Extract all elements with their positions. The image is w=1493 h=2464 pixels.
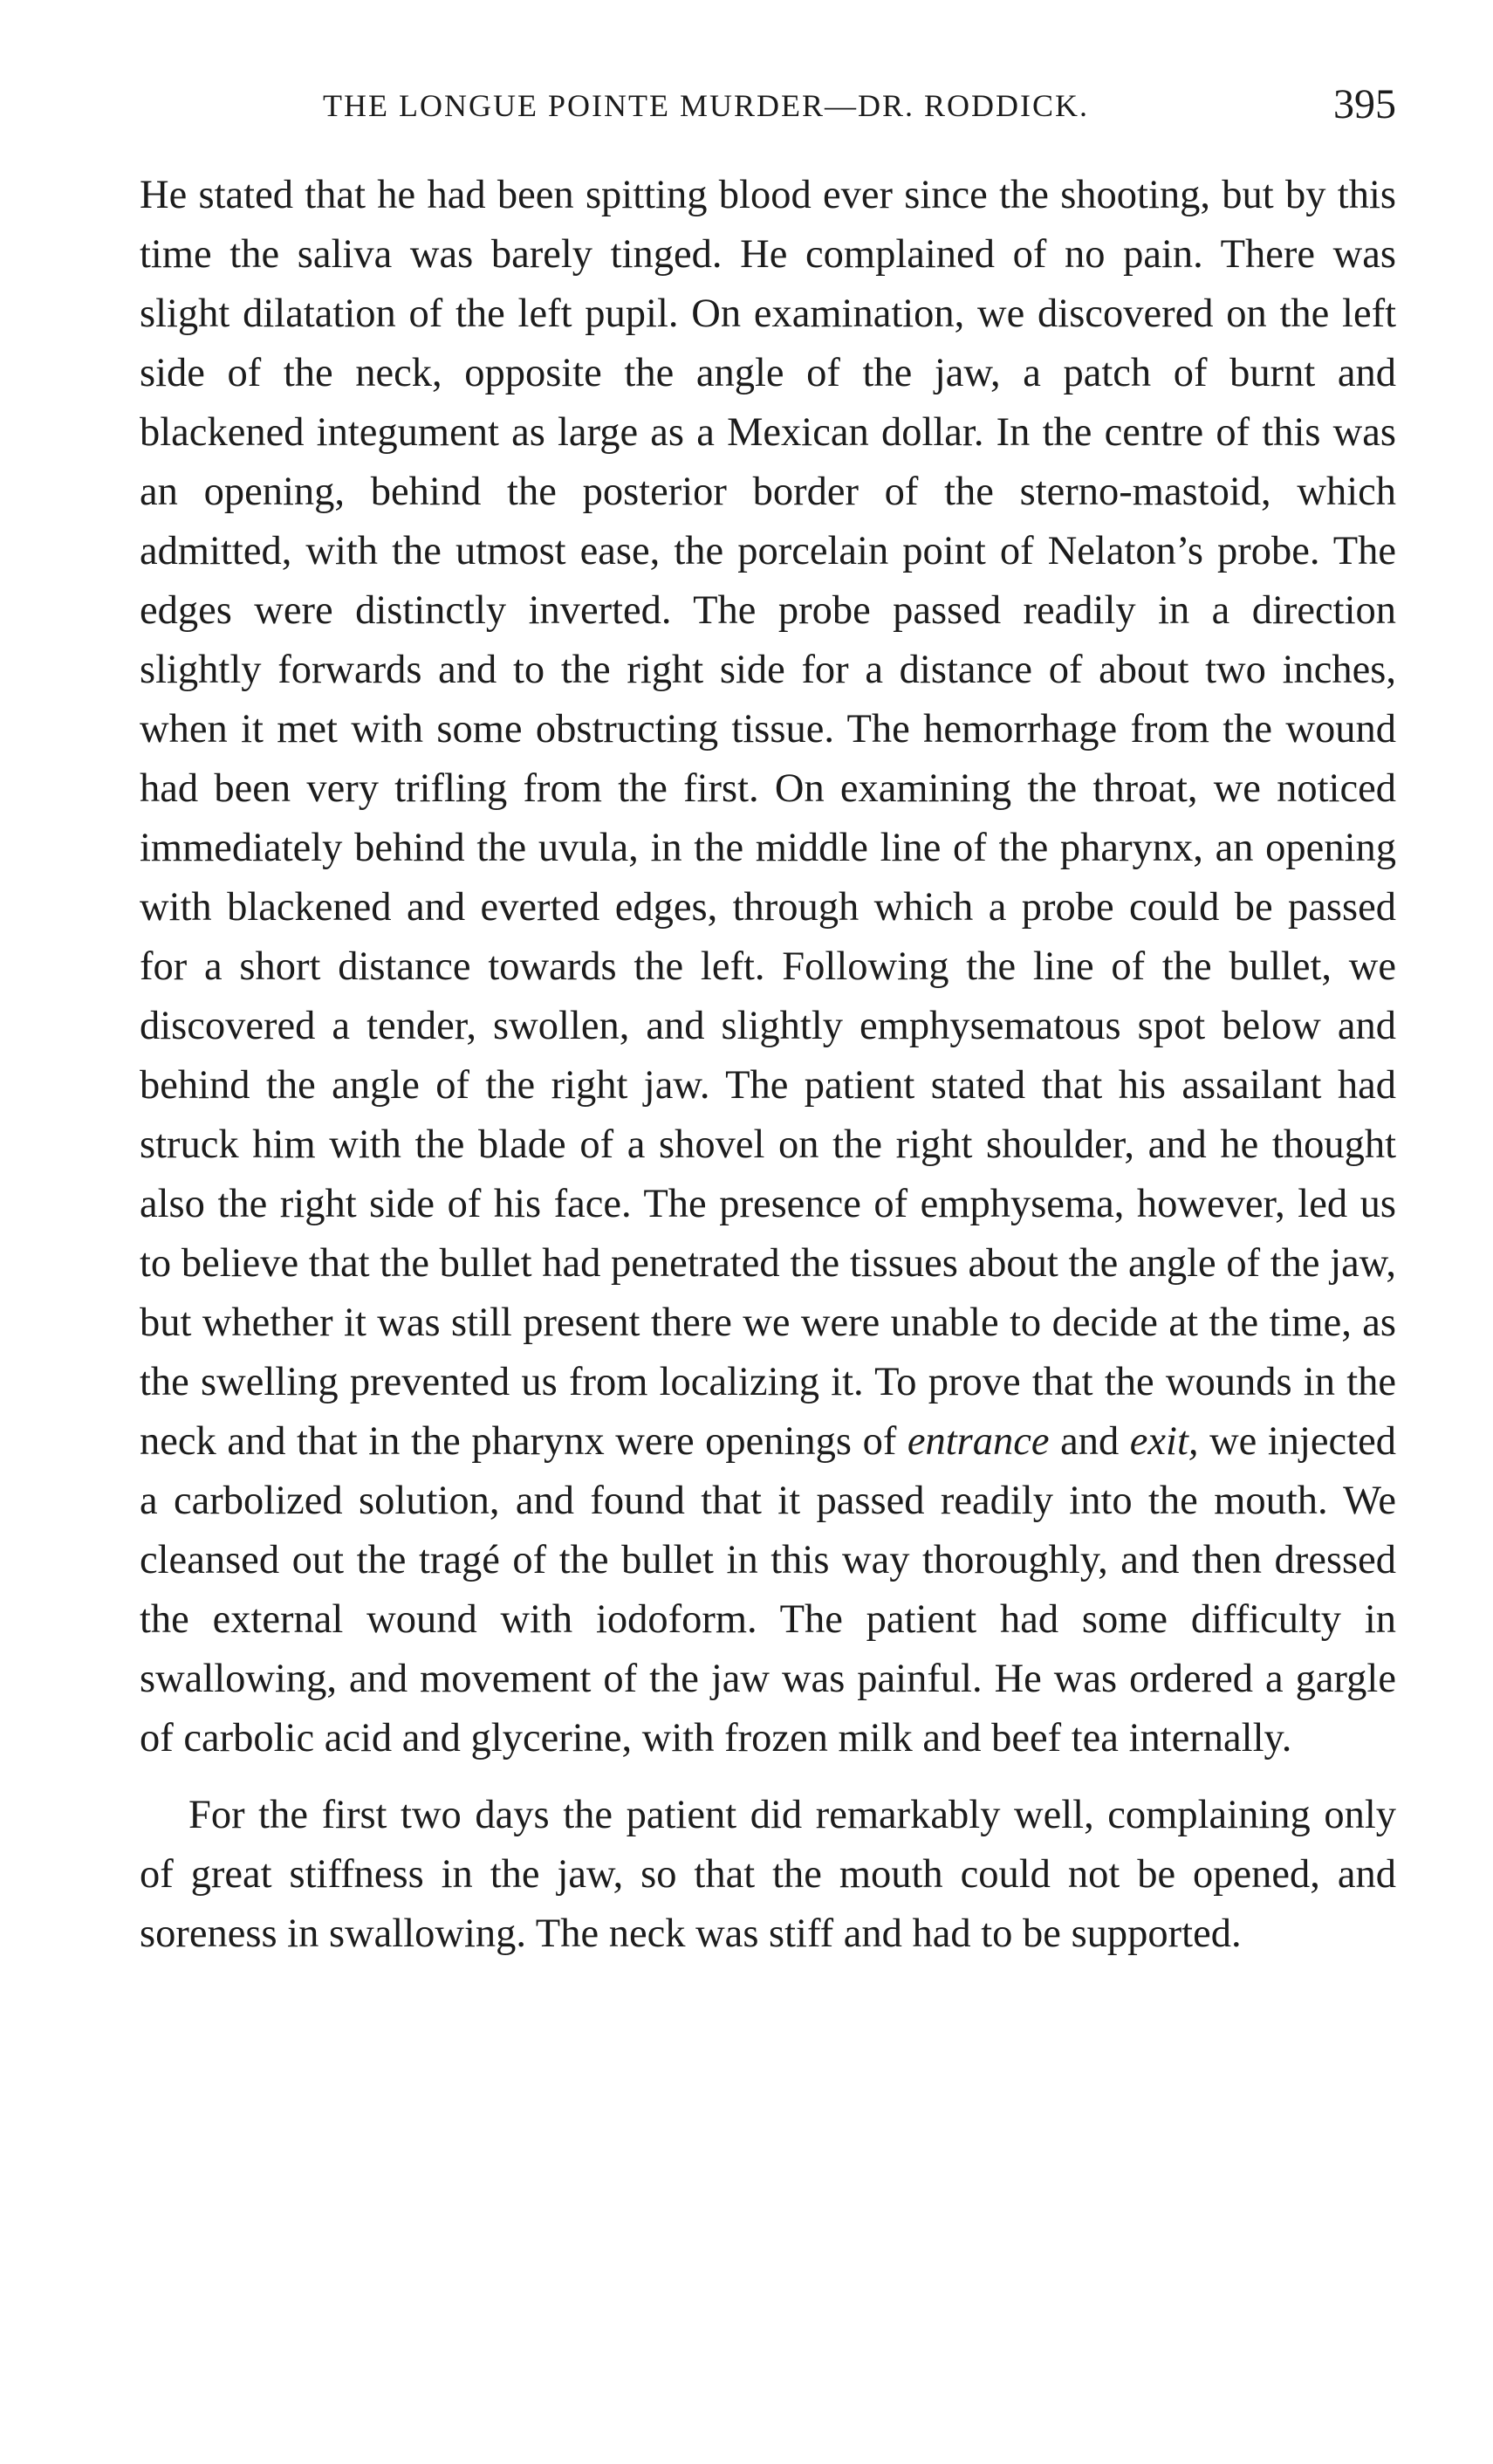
body-text bbox=[140, 166, 1396, 1964]
italic-entrance: entrance bbox=[907, 1419, 1050, 1464]
paragraph-2: For the first two days the patient did remarkably well, complaining only of great stiffness in the jaw, so that the mouth could not be opened, and soreness in swallowing. The neck was stiff and had to be supported. bbox=[140, 1793, 1396, 1956]
paragraph-1-and: and bbox=[1049, 1419, 1130, 1464]
running-title: THE LONGUE POINTE MURDER—DR. RODDICK. bbox=[323, 88, 1089, 123]
paragraph-1-part-b: we injected a carbolized solution, and found that it passed readily into the mouth. We cleansed out the tragé of the bullet in this way thoroughly, and then dressed the external wound with iodoform. The patient had some difficulty in swallowing, and movement of the jaw was painful. He was ordered a gargle of carbolic acid and glycerine, with frozen milk and beef tea internally. bbox=[140, 1419, 1397, 1760]
italic-exit: exit, bbox=[1129, 1419, 1199, 1464]
paragraph-1 bbox=[140, 166, 1396, 1768]
running-head bbox=[140, 80, 1396, 133]
page-number: 395 bbox=[1333, 81, 1396, 127]
paragraph-1-part-a: He stated that he had been spitting blood ever since the shooting, but by this time the saliva was barely tinged. He complained of no pain. There was slight dilatation of the left pupil. On examination, we discovered on the left side of the neck, opposite the angle of the jaw, a patch of burnt and blackened integument as large as a Mexican dollar. In the centre of this was an opening, behind the posterior border of the sterno-mastoid, which admitted, with the utmost ease, the porcelain point of Nelaton’s probe. The edges were distinctly inverted. The probe passed readily in a direction slightly forwards and to the right side for a distance of about two inches, when it met with some obstructing tissue. The hemorrhage from the wound had been very trifling from the first. On examining the throat, we noticed immediately behind the uvula, in the middle line of the pharynx, an opening with blackened and everted edges, through which a probe could be passed for a short distance towards the left. Following the line of the bullet, we discovered a tender, swollen, and slightly emphysematous spot below and behind the angle of the right jaw. The patient stated that his assailant had struck him with the blade of a shovel on the right shoulder, and he thought also the right side of his face. The presence of emphysema, however, led us to believe that the bullet had penetrated the tissues about the angle of the jaw, but whether it was still present there we were unable to decide at the time, as the swelling prevented us from localizing it. To prove that the wounds in the neck and that in the pharynx were openings of bbox=[140, 173, 1396, 1464]
